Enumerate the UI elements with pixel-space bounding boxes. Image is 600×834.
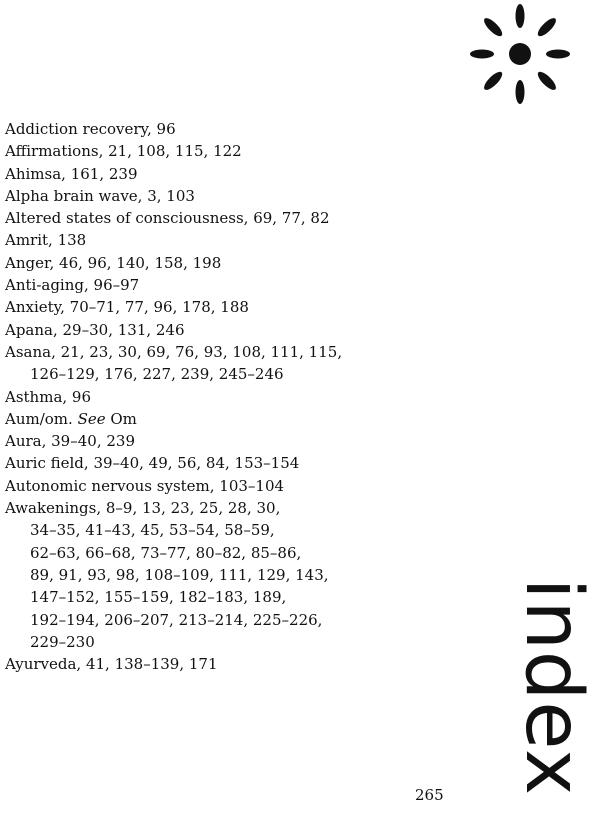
index-entry	[5, 185, 425, 207]
index-entry	[5, 207, 425, 229]
index-entry	[5, 319, 425, 341]
entry-line	[5, 408, 425, 430]
entry-continuation-line: 229–230	[30, 632, 95, 651]
index-list	[5, 118, 425, 675]
index-entry	[5, 386, 425, 408]
index-entry	[5, 475, 425, 497]
entry-line: Anxiety, 70–71, 77, 96, 178, 188	[5, 298, 249, 317]
see-label: See	[77, 409, 106, 428]
entry-term: Aum/om.	[5, 409, 78, 428]
index-entry	[5, 252, 425, 274]
index-entry	[5, 452, 425, 474]
entry-continuation-line: 62–63, 66–68, 73–77, 80–82, 85–86,	[30, 543, 302, 562]
entry-line: Auric field, 39–40, 49, 56, 84, 153–154	[5, 454, 300, 473]
entry-line: Amrit, 138	[5, 231, 87, 250]
entry-line: Affirmations, 21, 108, 115, 122	[5, 142, 242, 161]
entry-line: Alpha brain wave, 3, 103	[5, 186, 195, 205]
index-entry	[5, 296, 425, 318]
entry-continuation-line: 147–152, 155–159, 182–183, 189,	[30, 588, 287, 607]
page-number: 265	[415, 786, 444, 804]
entry-line: Aura, 39–40, 239	[5, 432, 135, 451]
entry-line: Asthma, 96	[5, 387, 92, 406]
entry-line: Altered states of consciousness, 69, 77, 82	[5, 209, 330, 228]
entry-line: Ayurveda, 41, 138–139, 171	[5, 655, 218, 674]
see-reference: Om	[105, 409, 137, 428]
index-entry	[5, 497, 425, 653]
index-entry	[5, 341, 425, 386]
index-entry	[5, 163, 425, 185]
index-entry-cross-reference	[5, 408, 425, 430]
entry-line: Anti-aging, 96–97	[5, 276, 140, 295]
index-entry	[5, 118, 425, 140]
entry-line: Ahimsa, 161, 239	[5, 164, 138, 183]
entry-continuation-line: 192–194, 206–207, 213–214, 225–226,	[30, 610, 323, 629]
entry-line: Addiction recovery, 96	[5, 120, 176, 138]
index-entry	[5, 229, 425, 251]
entry-line: Autonomic nervous system, 103–104	[5, 476, 285, 495]
index-entry	[5, 274, 425, 296]
entry-line: Asana, 21, 23, 30, 69, 76, 93, 108, 111, 115,	[5, 342, 343, 361]
entry-continuation-line: 126–129, 176, 227, 239, 245–246	[30, 365, 284, 384]
index-entry	[5, 653, 425, 675]
entry-line: Anger, 46, 96, 140, 158, 198	[5, 253, 222, 272]
index-entry	[5, 140, 425, 162]
section-title: index	[508, 577, 598, 797]
section-title-vertical	[498, 572, 600, 802]
entry-continuation-line: 34–35, 41–43, 45, 53–54, 58–59,	[30, 521, 275, 540]
sunburst-icon	[466, 0, 574, 108]
entry-continuation-line: 89, 91, 93, 98, 108–109, 111, 129, 143,	[30, 565, 329, 584]
index-entry	[5, 430, 425, 452]
entry-line: Apana, 29–30, 131, 246	[5, 320, 185, 339]
entry-line: Awakenings, 8–9, 13, 23, 25, 28, 30,	[5, 499, 281, 518]
